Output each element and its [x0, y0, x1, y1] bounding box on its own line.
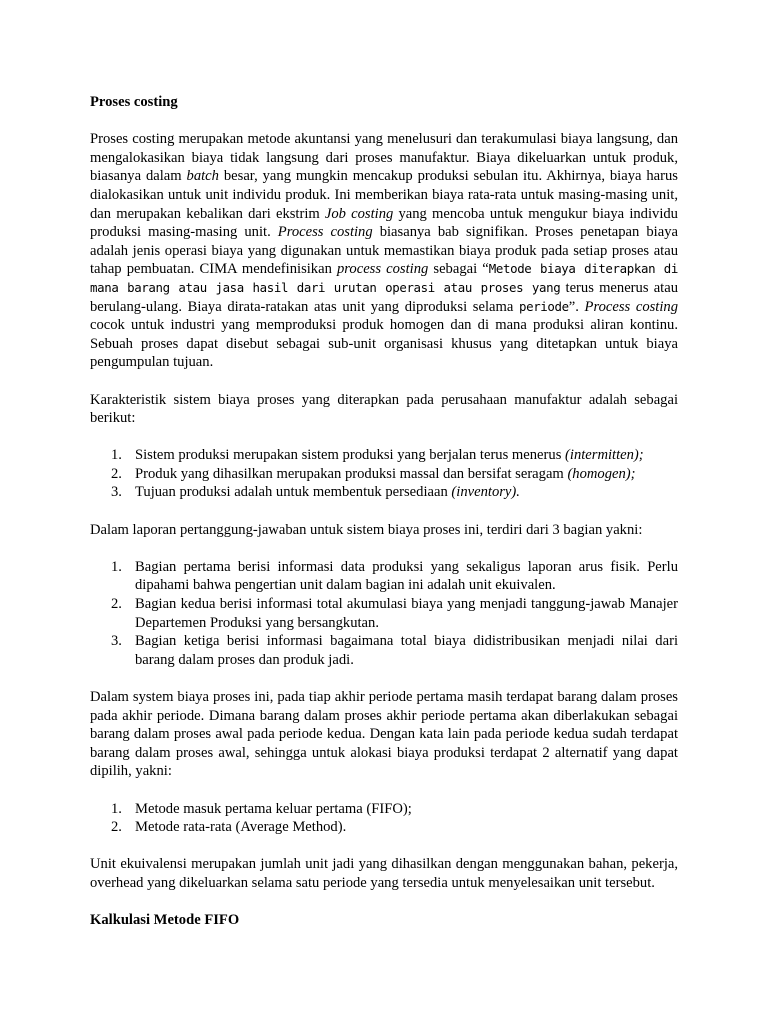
term-batch: batch [186, 168, 219, 185]
list-number: 1. [111, 558, 122, 575]
term-process-costing: Process costing [277, 224, 373, 241]
term-process-costing-3: Process costing [584, 298, 679, 315]
document-content [90, 93, 678, 930]
equivalent-unit-paragraph: Unit ekuivalensi merupakan jumlah unit jadi yang dihasilkan dengan menggunakan bahan, pekerja, overhead yang dikeluarkan selama satu periode yang tersedia untuk menyelesaikan unit tersebut. [90, 856, 678, 891]
intro-text-8: cocok untuk industri yang memproduksi produk homogen dan di mana produksi aliran kontinu. Sebuah proses dapat disebut sebagai sub-unit organisasi khusus yang ditetapkan untuk biaya pengumpulan tujuan. [90, 317, 678, 371]
list-item [90, 446, 678, 465]
wip-paragraph: Dalam system biaya proses ini, pada tiap akhir periode pertama masih terdapat barang dalam proses pada akhir periode. Dimana barang dalam proses akhir periode pertama akan diberlakukan sebagai barang dalam proses awal pada periode kedua. Dengan kata lain pada periode kedua sudah terdapat barang dalam proses awal, sehingga untuk alokasi biaya produksi terdapat 2 alternatif yang dapat dipilih, yakni: [90, 689, 678, 780]
list-item [90, 818, 678, 837]
characteristics-intro: Karakteristik sistem biaya proses yang diterapkan pada perusahaan manufaktur adalah sebagai berikut: [90, 391, 678, 427]
list-number: 2. [111, 596, 122, 613]
list-item-text: Produk yang dihasilkan merupakan produksi massal dan bersifat seragam [135, 465, 568, 482]
list-item [90, 465, 678, 484]
list-item [90, 632, 678, 669]
list-item-text: Tujuan produksi adalah untuk membentuk persediaan [135, 484, 452, 501]
list-number: 2. [111, 465, 122, 482]
list-item-text: Metode masuk pertama keluar pertama (FIFO); [135, 800, 412, 817]
characteristics-list [90, 446, 678, 502]
report-list [90, 558, 678, 670]
list-number: 1. [111, 447, 122, 464]
term-process-costing-2: process costing [336, 261, 429, 278]
list-number: 2. [111, 819, 122, 836]
intro-text-7: ”. [568, 298, 585, 315]
method-list [90, 800, 678, 837]
intro-text-1: Proses costing merupakan metode akuntansi yang menelusuri dan terakumulasi biaya langsung, dan mengalokasikan biaya tidak langsung dari proses manufaktur. Biaya dikeluarkan untuk produk, biasanya dalam [90, 131, 678, 185]
list-item [90, 800, 678, 819]
list-number: 3. [111, 633, 122, 650]
list-item-term: (intermitten); [565, 447, 644, 464]
list-item-term: (inventory). [451, 484, 520, 501]
intro-text-4: biasanya bab signifikan. Proses penetapan biaya adalah jenis operasi biaya yang digunakan untuk memastikan biaya produk pada setiap proses atau tahap pembuatan. CIMA mendefinisikan [90, 224, 678, 278]
report-intro: Dalam laporan pertanggung-jawaban untuk sistem biaya proses ini, terdiri dari 3 bagian yakni: [90, 521, 643, 538]
list-item-text: Bagian ketiga berisi informasi bagaimana total biaya didistribusikan menjadi nilai dari barang dalam proses dan produk jadi. [135, 633, 678, 668]
list-item-text: Metode rata-rata (Average Method). [135, 819, 347, 836]
cima-quote: Metode biaya diterapkan di mana barang atau jasa hasil dari urutan operasi atau proses yang [90, 261, 678, 295]
section-title: Proses costing [90, 94, 178, 110]
list-number: 1. [111, 800, 122, 817]
list-number: 3. [111, 484, 122, 501]
intro-text-5: sebagai “ [428, 261, 489, 278]
list-item [90, 558, 678, 595]
cima-quote-end: periode [518, 298, 569, 314]
term-job-costing: Job costing [324, 205, 394, 222]
list-item-text: Bagian kedua berisi informasi total akumulasi biaya yang menjadi tanggung-jawab Manajer Departemen Produksi yang bersangkutan. [135, 596, 678, 631]
intro-text-6: terus menerus atau berulang-ulang. Biaya dirata-ratakan atas unit yang diproduksi selama [90, 279, 678, 315]
intro-paragraph [90, 130, 678, 372]
list-item [90, 483, 678, 502]
intro-text-3: yang mencoba untuk mengukur biaya individu produksi masing-masing unit. [90, 205, 678, 241]
list-item-text: Bagian pertama berisi informasi data produksi yang sekaligus laporan arus fisik. Perlu dipahami bahwa pengertian unit dalam bagian ini adalah unit ekuivalen. [135, 558, 678, 594]
list-item [90, 595, 678, 632]
list-item-term: (homogen); [567, 465, 636, 482]
fifo-heading: Kalkulasi Metode FIFO [90, 912, 240, 929]
list-item-text: Sistem produksi merupakan sistem produksi yang berjalan terus menerus [135, 447, 566, 464]
intro-text-2: besar, yang mungkin mencakup produksi sebulan itu. Akhirnya, biaya harus dialokasikan untuk unit individu produk. Ini memberikan biaya rata-rata untuk masing-masing unit, dan merupakan kebalikan dari ekstrim [90, 168, 678, 222]
